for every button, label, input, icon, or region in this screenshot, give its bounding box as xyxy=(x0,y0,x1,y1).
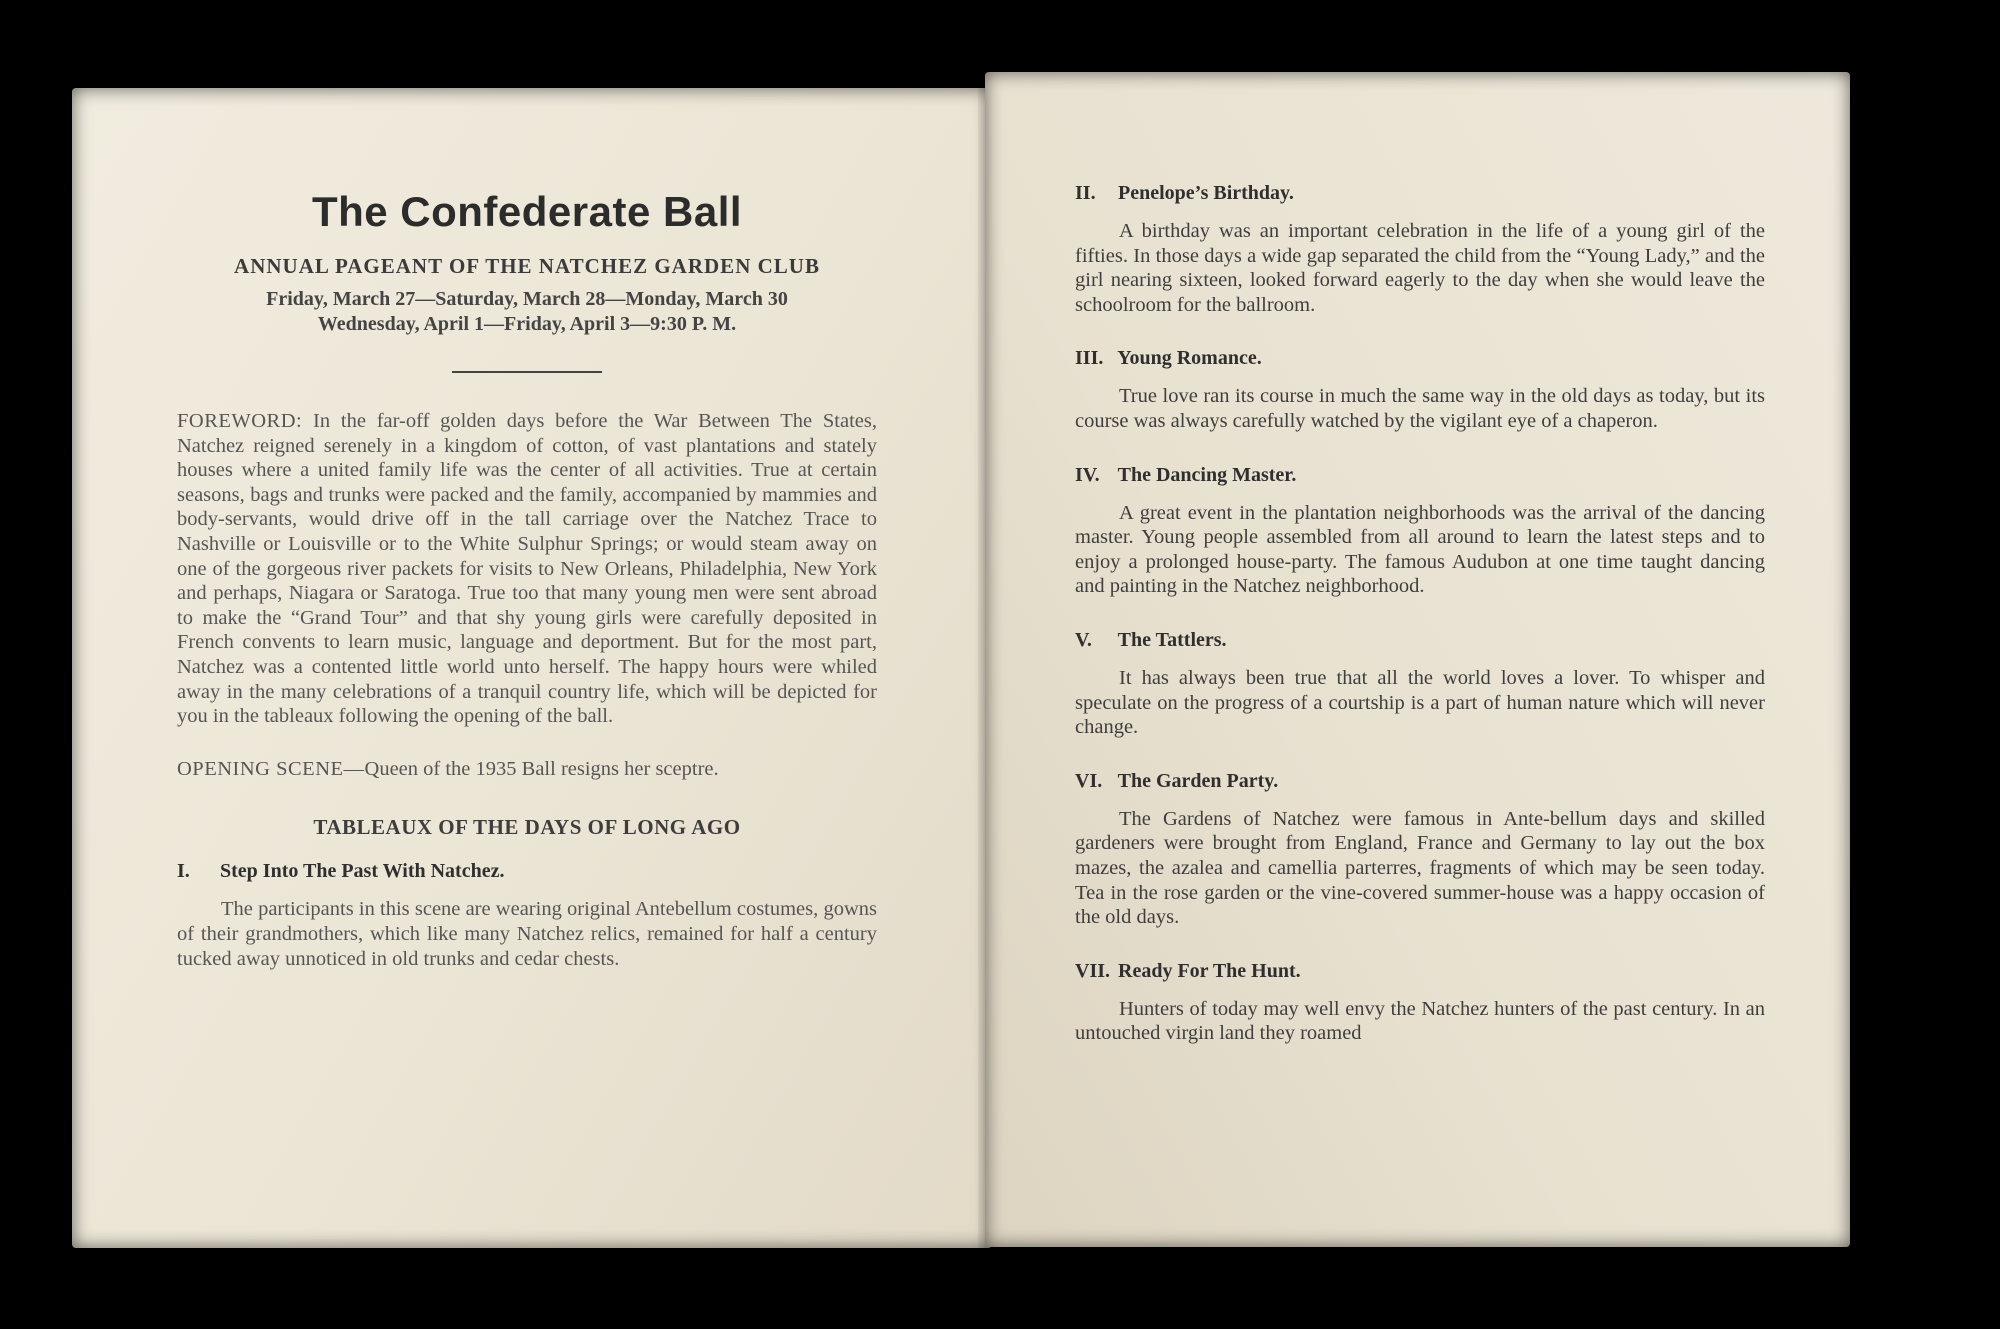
item-description: It has always been true that all the world loves a lover. To whisper and speculate on the progress of a courtship is a part of human nature which will never change. xyxy=(1075,666,1765,739)
item-title: Ready For The Hunt. xyxy=(1118,959,1301,982)
item-number: II. xyxy=(1075,182,1096,204)
tableau-item xyxy=(1075,464,1765,599)
tableau-item xyxy=(1075,347,1765,433)
item-title: Penelope’s Birthday. xyxy=(1118,182,1294,204)
opening-scene-paragraph xyxy=(177,757,877,782)
dates-line-2: Wednesday, April 1—Friday, April 3—9:30 P. M. xyxy=(317,313,737,335)
item-description: The participants in this scene are wearing original Antebellum costumes, gowns of their grandmothers, which like many Natchez relics, remained for half a century tucked away unnoticed in old trunks and cedar chests. xyxy=(177,898,877,970)
item-title: The Tattlers. xyxy=(1117,628,1227,651)
tableau-item xyxy=(1075,960,1765,1046)
page-title: The Confederate Ball xyxy=(311,188,743,235)
tableau-item xyxy=(1075,770,1765,930)
item-description: True love ran its course in much the same way in the old days as today, but its course was always carefully watched by the vigilant eye of a chaperon. xyxy=(1075,385,1765,432)
item-number: III. xyxy=(1075,347,1104,370)
item-number: V. xyxy=(1075,628,1092,651)
item-description: The Gardens of Natchez were famous in Ante-bellum days and skilled gardeners were brought from England, France and Germany to lay out the box mazes, the azalea and camellia parterres, fragments of which may be seen today. Tea in the rose garden or the vine-covered summer-house was a happy occasion of the old days. xyxy=(1075,807,1765,929)
right-page xyxy=(985,72,1850,1247)
item-heading xyxy=(1075,960,1765,983)
item-title: Young Romance. xyxy=(1117,347,1262,370)
foreword-paragraph xyxy=(177,409,877,729)
opening-scene-text: Queen of the 1935 Ball resigns her sceptre. xyxy=(364,757,719,780)
divider-rule xyxy=(452,371,602,373)
item-number: VI. xyxy=(1075,769,1103,792)
item-heading xyxy=(1075,347,1765,370)
item-title: The Dancing Master. xyxy=(1117,463,1297,486)
item-title: Step Into The Past With Natchez. xyxy=(220,860,505,883)
item-heading xyxy=(1075,464,1765,487)
item-number: I. xyxy=(177,860,190,883)
item-title: The Garden Party. xyxy=(1117,769,1279,792)
item-description: A birthday was an important celebration in the life of a young girl of the fifties. In those days a wide gap separated the child from the “Young Lady,” and the girl nearing sixteen, looked forward eagerly to the day when she would leave the schoolroom for the ballroom. xyxy=(1075,220,1765,316)
item-description: Hunters of today may well envy the Natchez hunters of the past century. In an untouched virgin land they roamed xyxy=(1075,997,1765,1045)
left-page-content xyxy=(177,188,877,1001)
pageant-subtitle: ANNUAL PAGEANT OF THE NATCHEZ GARDEN CLUB xyxy=(234,254,820,278)
item-heading xyxy=(1075,629,1765,652)
tableau-item xyxy=(1075,629,1765,740)
item-number: VII. xyxy=(1075,959,1111,982)
opening-scene-label: OPENING SCENE— xyxy=(177,757,365,780)
left-page xyxy=(72,88,992,1248)
tableau-item xyxy=(1075,182,1765,317)
item-description: A great event in the plantation neighborhoods was the arrival of the dancing master. Young people assembled from all around to learn the latest steps and to enjoy a prolonged house-party. The famous Audubon at one time taught dancing and painting in the Natchez neighborhood. xyxy=(1075,501,1765,598)
item-heading xyxy=(1075,770,1765,793)
item-heading xyxy=(1075,182,1765,205)
item-heading xyxy=(177,860,877,883)
item-number: IV. xyxy=(1075,463,1100,486)
foreword-text: In the far-off golden days before the War Between The States, Natchez reigned serenely in a kingdom of cotton, of vast plantations and stately houses where a united family life was the center of all activities. True at certain seasons, bags and trunks were packed and the family, accompanied by mammies and body-servants, would drive off in the tall carriage over the Natchez Trace to Nashville or Louisville or to the White Sulphur Springs; or would steam away on one of the gorgeous river packets for visits to New Orleans, Philadelphia, New York and perhaps, Niagara or Saratoga. True too that many young men were sent abroad to make the “Grand Tour” and that shy young girls were carefully deposited in French convents to learn music, language and deportment. But for the most part, Natchez was a contented little world unto herself. The happy hours were whiled away in the many celebrations of a tranquil country life, which will be depicted for you in the tableaux following the opening of the ball. xyxy=(177,410,877,728)
tableaux-heading: TABLEAUX OF THE DAYS OF LONG AGO xyxy=(313,815,741,840)
dates-line-1: Friday, March 27—Saturday, March 28—Monday, March 30 xyxy=(266,288,788,310)
right-page-content xyxy=(1075,182,1765,1076)
foreword-label: FOREWORD: xyxy=(177,410,303,432)
